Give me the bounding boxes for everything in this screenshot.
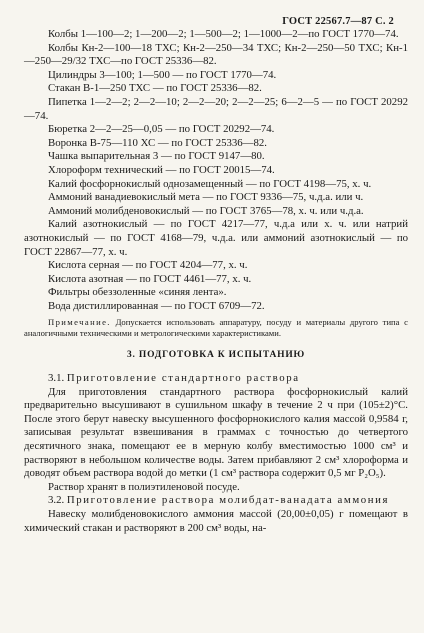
list-item: Воронка В-75—110 ХС — по ГОСТ 25336—82. — [48, 136, 267, 149]
subsection-number: 3.2. — [48, 494, 65, 507]
list-item: Хлороформ технический — по ГОСТ 20015—74. — [48, 163, 275, 176]
list-item: Фильтры обеззоленные «синяя лента». — [48, 286, 227, 299]
subsection-number: 3.1. — [48, 372, 65, 385]
subsection-title: Приготовление раствора молибдат-ванадата аммония — [66, 494, 390, 507]
list-item: Колбы 1—100—2; 1—200—2; 1—500—2; 1—1000—2—по ГОСТ 1770—74. — [48, 28, 399, 40]
subsection-heading — [24, 494, 408, 508]
list-item: Кислота серная — по ГОСТ 4204—77, х. ч. — [48, 259, 248, 272]
page-content — [24, 28, 408, 535]
subsection-title: Приготовление стандартного раствора — [66, 372, 300, 385]
note-text: Допускается использовать аппаратуру, посуду и материалы другого типа с аналогичными техническими и метрологическими характеристиками. — [24, 317, 408, 338]
paragraph: Навеску молибденовокислого аммония массой (20,00±0,05) г помещают в химический стакан и растворяют в 200 см³ воды, на- — [24, 508, 408, 534]
list-item: Кислота азотная — по ГОСТ 4461—77, х. ч. — [48, 272, 252, 285]
section-title: 3. ПОДГОТОВКА К ИСПЫТАНИЮ — [126, 350, 306, 361]
paragraph: Раствор хранят в полиэтиленовой посуде. — [48, 480, 240, 493]
list-item: Калий фосфорнокислый однозамещенный — по ГОСТ 4198—75, х. ч. — [48, 177, 372, 190]
paragraph: Для приготовления стандартного раствора фосфорнокислый калий предварительно высушивают в сушильном шкафу в течение 2 ч при (105±2)°С. После этого берут навеску высушенного фосфорнокислого калия массой 0,9584 г, записывая результат взвешивания в граммах с точностью до четвертого десятичного знака, помещают ее в мерную колбу вместимостью 1000 см³ и растворяют в небольшом количестве воды. Затем прибавляют 2 см³ хлороформа и доводят объем раствора водой до метки (1 см³ раствора содержит 0,5 мг P₂O₅). — [24, 385, 408, 480]
list-item: Пипетка 1—2—2; 2—2—10; 2—2—20; 2—2—25; 6—2—5 — по ГОСТ 20292—74. — [24, 95, 408, 122]
list-item: Цилиндры 3—100; 1—500 — по ГОСТ 1770—74. — [48, 68, 277, 81]
page-header: ГОСТ 22567.7—87 С. 2 — [282, 16, 394, 27]
list-item: Вода дистиллированная — по ГОСТ 6709—72. — [48, 299, 265, 312]
list-item: Аммоний молибденовокислый — по ГОСТ 3765—78, х. ч. или ч.д.а. — [48, 204, 364, 217]
subsection-heading — [24, 372, 408, 386]
list-item: Стакан В-1—250 ТХС — по ГОСТ 25336—82. — [48, 82, 262, 95]
list-item: Чашка выпарительная 3 — по ГОСТ 9147—80. — [48, 150, 265, 163]
list-item: Аммоний ванадиевокислый мета — по ГОСТ 9336—75, ч.д.а. или ч. — [48, 191, 364, 204]
note — [24, 317, 408, 338]
note-label: Примечание. — [48, 317, 111, 328]
list-item: Колбы Кн-2—100—18 ТХС; Кн-2—250—34 ТХС; Кн-2—250—50 ТХС; Кн-1—250—29/32 ТХС—по ГОСТ 25336—82. — [24, 41, 408, 68]
list-item: Калий азотнокислый — по ГОСТ 4217—77, ч.д.а или х. ч. или натрий азотнокислый — по ГОСТ 4168—79, ч.д.а. или аммоний азотнокислый — по ГОСТ 22867—77, х. ч. — [24, 218, 408, 258]
list-item: Бюретка 2—2—25—0,05 — по ГОСТ 20292—74. — [48, 123, 275, 136]
